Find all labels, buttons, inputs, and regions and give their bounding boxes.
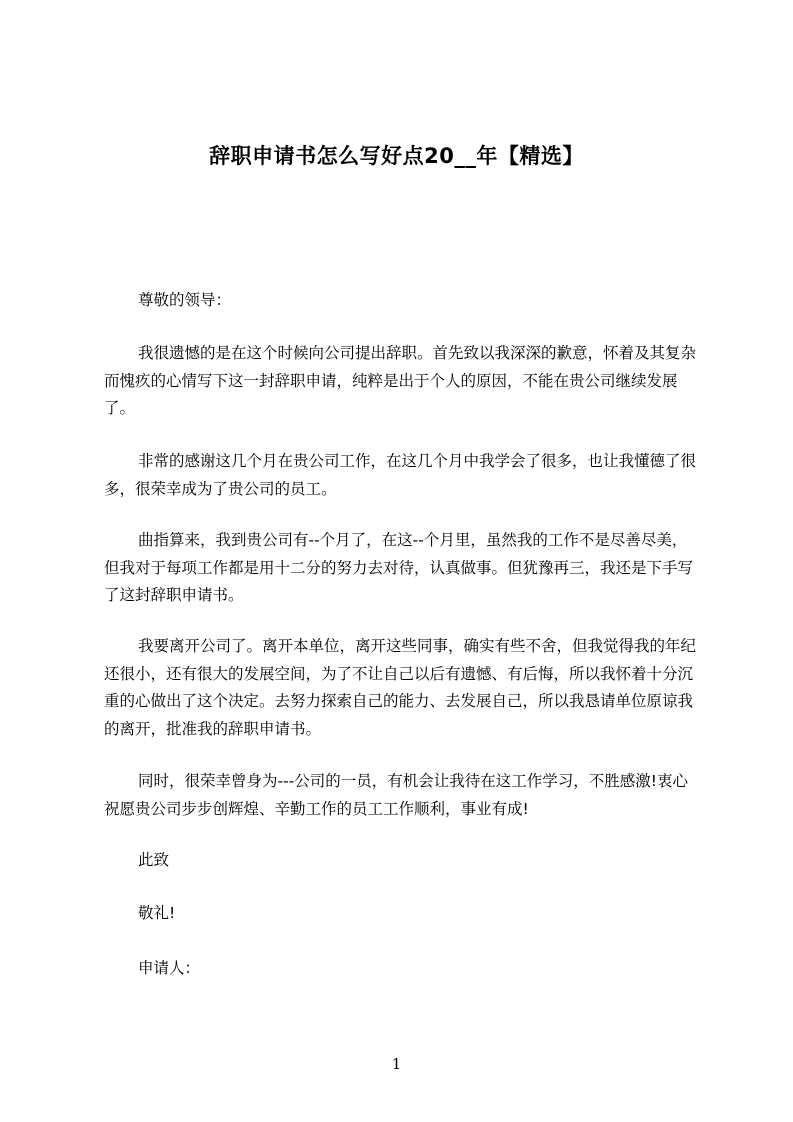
regards-line: 敬礼! xyxy=(138,904,176,922)
salutation: 尊敬的领导： xyxy=(138,291,232,309)
paragraph-4: 我要离开公司了。离开本单位，离开这些同事，确实有些不舍，但我觉得我的年纪还很小，还有很大的发展空间，为了不让自己以后有遗憾、有后悔，所以我怀着十分沉重的心做出了这个决定。去努力探索自己的能力、去发展自己，所以我恳请单位原谅我的离开，批准我的辞职申请书。 xyxy=(104,637,697,738)
paragraph-3: 曲指算来，我到贵公司有--个月了，在这--个月里，虽然我的工作不是尽善尽美，但我对于每项工作都是用十二分的努力去对待，认真做事。但犹豫再三，我还是下手写了这封辞职申请书。 xyxy=(104,531,694,604)
paragraph-1: 我很遗憾的是在这个时候向公司提出辞职。首先致以我深深的歉意，怀着及其复杂而愧疚的心情写下这一封辞职申请，纯粹是出于个人的原因，不能在贵公司继续发展了。 xyxy=(104,344,697,417)
page-number: 1 xyxy=(391,1055,402,1073)
paragraph-5: 同时，很荣幸曾身为---公司的一员，有机会让我待在这工作学习，不胜感激!衷心祝愿贵公司步步创辉煌、辛勤工作的员工工作顺利，事业有成! xyxy=(104,772,688,818)
paragraph-2: 非常的感谢这几个月在贵公司工作，在这几个月中我学会了很多，也让我懂德了很多，很荣幸成为了贵公司的员工。 xyxy=(104,452,697,498)
closing-line: 此致 xyxy=(138,851,170,869)
applicant-label: 申请人： xyxy=(138,959,201,977)
document-title: 辞职申请书怎么写好点20__年【精选】 xyxy=(209,144,584,168)
